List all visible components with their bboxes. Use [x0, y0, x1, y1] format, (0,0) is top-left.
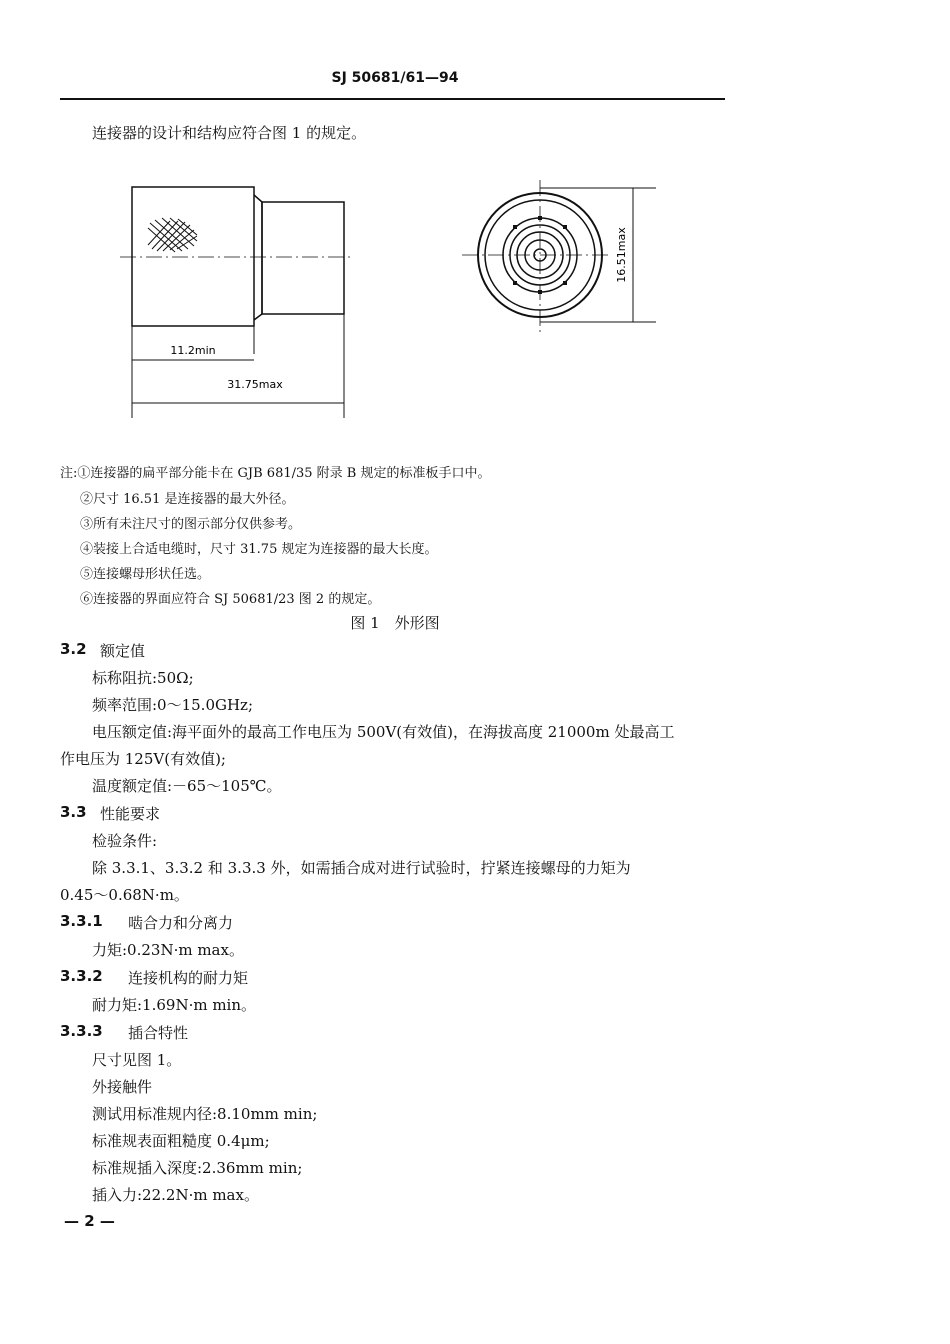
figure-note-3: ③所有未注尺寸的图示部分仅供参考。: [80, 517, 302, 532]
section-number-3-3: 3.3: [60, 803, 87, 821]
gauge-surface-roughness: 标准规表面粗糙度 0.4μm;: [92, 1132, 270, 1150]
figure-note-6: ⑥连接器的界面应符合 SJ 50681/23 图 2 的规定。: [80, 592, 381, 607]
outer-contact-label: 外接触件: [92, 1078, 153, 1096]
dim-max-diameter-label: 16.51max: [615, 227, 628, 283]
section-number-3-3-3: 3.3.3: [60, 1022, 103, 1040]
rating-impedance: 标称阻抗:50Ω;: [92, 669, 194, 687]
dim-max-length-label: 31.75max: [227, 378, 283, 391]
rating-frequency: 频率范围:0～15.0GHz;: [92, 696, 254, 714]
gauge-inner-diameter: 测试用标准规内径:8.10mm min;: [92, 1105, 318, 1123]
section-title-3-3-3: 插合特性: [128, 1024, 189, 1042]
dim-min-length-label: 11.2min: [170, 344, 216, 357]
section-number-3-2: 3.2: [60, 640, 87, 658]
rating-voltage-line-1: 电压额定值:海平面外的最高工作电压为 500V(有效值)，在海拔高度 21000m 处最高工: [92, 723, 675, 741]
gauge-insertion-depth: 标准规插入深度:2.36mm min;: [92, 1159, 303, 1177]
rating-temperature: 温度额定值:－65～105℃。: [92, 777, 282, 795]
section-title-3-3: 性能要求: [100, 805, 161, 823]
test-condition-label: 检验条件:: [92, 832, 158, 850]
header-rule: [60, 98, 725, 100]
section-number-3-3-2: 3.3.2: [60, 967, 103, 985]
figure-caption: 图 1 外形图: [350, 614, 440, 632]
mating-dimensions: 尺寸见图 1。: [92, 1051, 182, 1069]
section-title-3-3-1: 啮合力和分离力: [128, 914, 234, 932]
connector-nut-outline: [132, 187, 254, 326]
section-title-3-2: 额定值: [100, 642, 146, 660]
test-condition-line-2: 0.45～0.68N·m。: [60, 886, 189, 904]
test-condition-line-1: 除 3.3.1、3.3.2 和 3.3.3 外，如需插合成对进行试验时，拧紧连接螺母的力矩为: [92, 859, 631, 877]
figure-note-5: ⑤连接螺母形状任选。: [80, 567, 211, 582]
page-number: — 2 —: [64, 1212, 115, 1230]
section-title-3-3-2: 连接机构的耐力矩: [128, 969, 249, 987]
connector-body-outline: [262, 202, 344, 314]
standard-code-header: SJ 50681/61—94: [331, 70, 459, 86]
engagement-torque: 力矩:0.23N·m max。: [92, 941, 244, 959]
figure-note-4: ④装接上合适电缆时，尺寸 31.75 规定为连接器的最大长度。: [80, 542, 438, 557]
rating-voltage-line-2: 作电压为 125V(有效值);: [60, 750, 226, 768]
intro-text: 连接器的设计和结构应符合图 1 的规定。: [92, 124, 367, 142]
withstand-torque: 耐力矩:1.69N·m min。: [92, 996, 257, 1014]
figure-note-2: ②尺寸 16.51 是连接器的最大外径。: [80, 492, 295, 507]
knurl-hatch-pattern: [148, 218, 197, 252]
connector-outline-drawing: [0, 150, 950, 440]
insertion-force: 插入力:22.2N·m max。: [92, 1186, 259, 1204]
connector-chamfer: [254, 195, 262, 320]
figure-note-1: 注:①连接器的扁平部分能卡在 GJB 681/35 附录 B 规定的标准板手口中。: [60, 466, 491, 481]
section-number-3-3-1: 3.3.1: [60, 912, 103, 930]
